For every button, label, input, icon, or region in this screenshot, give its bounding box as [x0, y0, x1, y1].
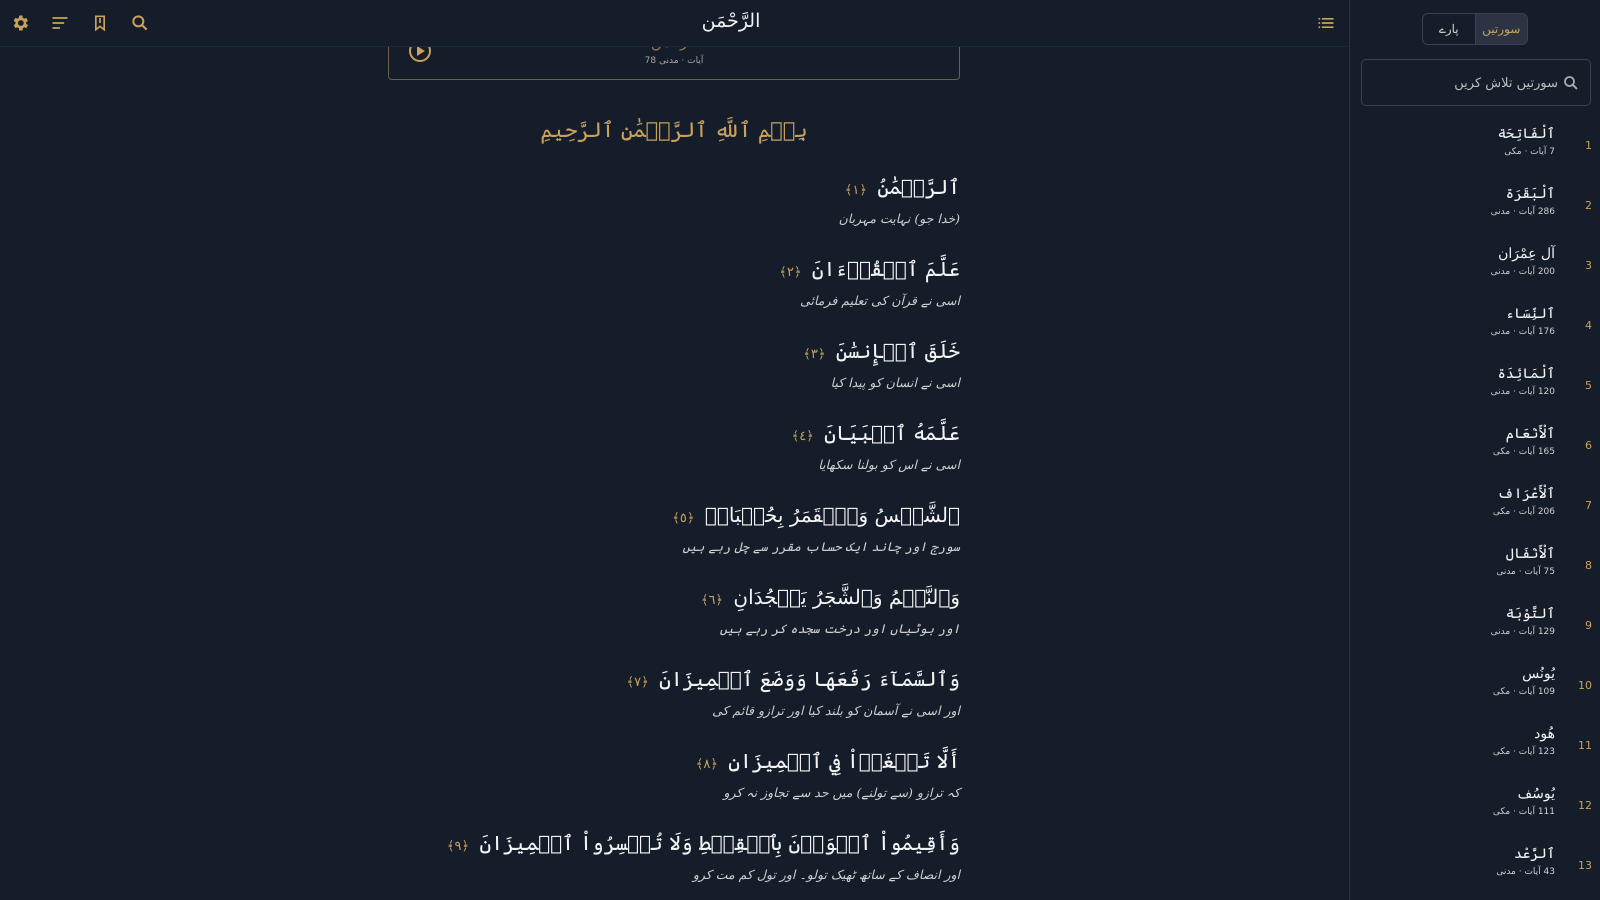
surah-number: 2: [1585, 199, 1592, 212]
ayah: [388, 503, 960, 554]
surah-meta: 109 آیات · مکی: [1492, 687, 1555, 697]
surah-name: ٱلرَّعْد: [1513, 846, 1555, 862]
ayah-text: خَلَقَ ٱلۡإِنسَٰنَ: [835, 339, 960, 363]
ayah-translation: (خدا جو) نہایت مہربان: [838, 211, 960, 226]
ayah-text: ٱلشَّمۡسُ وَٱلۡقَمَرُ بِحُسۡبَانٖ: [704, 503, 960, 527]
ayah-text: وَأَقِيمُواْ ٱلۡوَزۡنَ بِٱلۡقِسۡطِ وَلَا تُخۡسِرُواْ ٱلۡمِيزَانَ: [479, 831, 960, 855]
surah-meta: 286 آیات · مدنی: [1490, 207, 1555, 217]
ayah-translation: سورج اور چاند ایک حساب مقرر سے چل رہے ہیں: [682, 539, 960, 554]
surah-header-meta: 78 آیات · مدنی: [644, 56, 704, 66]
ayah: [388, 667, 960, 718]
surah-name: ٱلْأَعْرَاف: [1497, 486, 1555, 502]
surah-list-item[interactable]: [1350, 542, 1600, 602]
ayah: [388, 749, 960, 800]
surah-number: 13: [1578, 859, 1592, 872]
ayah-text: ٱلرَّحۡمَٰنُ: [877, 175, 960, 199]
top-toolbar: [0, 0, 1348, 47]
ayah-translation: اسی نے قرآن کی تعلیم فرمائی: [800, 293, 960, 308]
ayah-arabic: [388, 175, 960, 199]
ayah-arabic: [388, 339, 960, 363]
ayah: [388, 585, 960, 636]
surah-name: ٱلنِّسَاء: [1505, 306, 1555, 322]
surah-list-item[interactable]: [1350, 362, 1600, 422]
surah-meta: 7 آیات · مکی: [1504, 147, 1555, 157]
ayah-arabic: [388, 503, 960, 527]
surah-list-item[interactable]: [1350, 242, 1600, 302]
search-icon[interactable]: [130, 13, 150, 33]
surah-list-item[interactable]: [1350, 482, 1600, 542]
surah-meta: 75 آیات · مدنی: [1496, 567, 1555, 577]
surah-list-item[interactable]: [1350, 602, 1600, 662]
surah-name: ٱلتَّوْبَة: [1505, 606, 1555, 622]
surah-number: 1: [1585, 139, 1592, 152]
surah-number: 12: [1578, 799, 1592, 812]
surah-list-item[interactable]: [1350, 782, 1600, 842]
ayah-text: عَلَّمَ ٱلۡقُرۡءَانَ: [811, 257, 960, 281]
ayah-number: ﴿٧﴾: [626, 675, 649, 690]
ayah-number: ﴿٢﴾: [779, 265, 802, 280]
surah-meta: 120 آیات · مدنی: [1490, 387, 1555, 397]
surah-name: هُود: [1534, 726, 1555, 742]
surah-name: يُوسُف: [1517, 786, 1555, 802]
ayah-text: أَلَّا تَطۡغَوۡاْ فِي ٱلۡمِيزَانِ: [728, 749, 960, 773]
tab-surah[interactable]: سورتیں: [1475, 14, 1528, 44]
tab-switcher: [1422, 13, 1528, 45]
ayah-arabic: [388, 831, 960, 855]
surah-list-item[interactable]: [1350, 182, 1600, 242]
ayah-arabic: [388, 257, 960, 281]
ayah-text: وَٱلنَّجۡمُ وَٱلشَّجَرُ يَسۡجُدَانِ: [733, 585, 960, 609]
surah-list-item[interactable]: [1350, 842, 1600, 900]
ayah-arabic: [388, 667, 960, 691]
tab-parah[interactable]: پارے: [1438, 22, 1459, 36]
page-title: الرَّحْمَن: [701, 10, 761, 32]
surah-number: 6: [1585, 439, 1592, 452]
sort-icon[interactable]: [50, 13, 70, 33]
surah-name: ٱلْأَنْعَام: [1505, 426, 1555, 442]
surah-meta: 206 آیات · مکی: [1492, 507, 1555, 517]
list-icon[interactable]: [1316, 13, 1336, 33]
surah-meta: 123 آیات · مکی: [1492, 747, 1555, 757]
gear-icon[interactable]: [10, 13, 30, 33]
surah-meta: 200 آیات · مدنی: [1490, 267, 1555, 277]
surah-number: 7: [1585, 499, 1592, 512]
surah-sidebar: [1349, 0, 1600, 900]
surah-number: 11: [1578, 739, 1592, 752]
surah-number: 3: [1585, 259, 1592, 272]
ayah-number: ﴿٥﴾: [672, 511, 695, 526]
surah-list-item[interactable]: [1350, 422, 1600, 482]
bismillah: بِسۡمِ ٱللَّهِ ٱلرَّحۡمَٰنِ ٱلرَّحِيمِ: [540, 118, 808, 142]
surah-list-item[interactable]: [1350, 662, 1600, 722]
ayah-text: عَلَّمَهُ ٱلۡبَيَانَ: [824, 421, 960, 445]
surah-number: 8: [1585, 559, 1592, 572]
ayah: [388, 339, 960, 390]
surah-name: ٱلْفَاتِحَة: [1497, 126, 1555, 142]
ayah-number: ﴿٤﴾: [791, 429, 814, 444]
surah-list-item[interactable]: [1350, 302, 1600, 362]
surah-name: ٱلْبَقَرَة: [1505, 186, 1555, 202]
ayah-translation: اسی نے اس کو بولنا سکھایا: [818, 457, 960, 472]
bookmark-icon[interactable]: [90, 13, 110, 33]
ayah-number: ﴿٨﴾: [695, 757, 718, 772]
ayah-arabic: [388, 749, 960, 773]
ayah-translation: کہ ترازو (سے تولنے) میں حد سے تجاوز نہ کرو: [723, 785, 960, 800]
ayah: [388, 831, 960, 882]
surah-meta: 176 آیات · مدنی: [1490, 327, 1555, 337]
surah-name: ٱلْمَائِدَة: [1497, 366, 1555, 382]
surah-search: [1361, 59, 1591, 106]
surah-number: 4: [1585, 319, 1592, 332]
surah-number: 10: [1578, 679, 1592, 692]
surah-name: آل عِمْرَان: [1498, 246, 1555, 262]
ayah-translation: اور بوٹیاں اور درخت سجدہ کر رہے ہیں: [719, 621, 960, 636]
ayah-arabic: [388, 585, 960, 609]
ayah-arabic: [388, 421, 960, 445]
surah-name: ٱلْأَنْفَال: [1505, 546, 1555, 562]
ayah-translation: اور انصاف کے ساتھ ٹھیک تولو۔ اور تول کم مت کرو: [692, 867, 960, 882]
surah-list: [1350, 122, 1600, 900]
ayah: [388, 421, 960, 472]
surah-list-item[interactable]: [1350, 722, 1600, 782]
ayah-number: ﴿٣﴾: [803, 347, 826, 362]
surah-meta: 165 آیات · مکی: [1492, 447, 1555, 457]
surah-meta: 111 آیات · مکی: [1492, 807, 1555, 817]
ayah: [388, 257, 960, 308]
surah-meta: 43 آیات · مدنی: [1496, 867, 1555, 877]
surah-name: يُونُس: [1522, 666, 1555, 682]
ayah-number: ﴿٩﴾: [446, 839, 470, 854]
ayah-translation: اسی نے انسان کو پیدا کیا: [830, 375, 960, 390]
surah-list-item[interactable]: [1350, 122, 1600, 182]
ayah-number: ﴿١﴾: [844, 183, 868, 198]
ayah-text: وَٱلسَّمَآءَ رَفَعَهَا وَوَضَعَ ٱلۡمِيزَانَ: [659, 667, 960, 691]
ayah-number: ﴿٦﴾: [700, 593, 724, 608]
surah-search-input[interactable]: [1372, 60, 1560, 107]
surah-meta: 129 آیات · مدنی: [1490, 627, 1555, 637]
ayah-translation: اور اسی نے آسمان کو بلند کیا اور ترازو قائم کی: [712, 703, 960, 718]
ayah: [388, 175, 960, 226]
search-icon[interactable]: [1562, 74, 1580, 92]
surah-number: 9: [1585, 619, 1592, 632]
surah-number: 5: [1585, 379, 1592, 392]
